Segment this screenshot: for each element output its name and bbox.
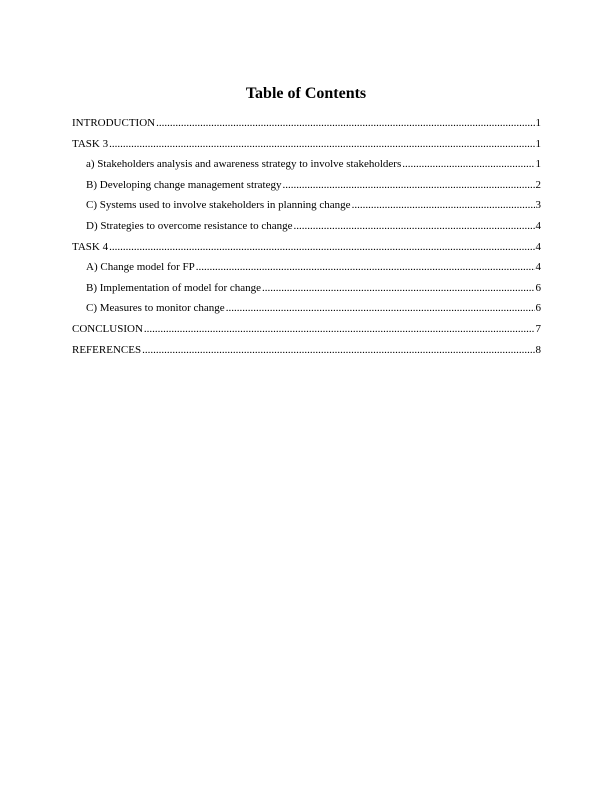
toc-page-number: 4 — [535, 240, 541, 253]
toc-entry-text[interactable]: D) Strategies to overcome resistance to change — [86, 219, 293, 232]
toc-page-number: 2 — [535, 178, 541, 191]
toc-entry-text[interactable]: TASK 4 — [72, 240, 109, 253]
toc-leader-dots — [262, 281, 534, 295]
toc-leader-dots — [402, 157, 534, 171]
toc-page-number: 6 — [535, 281, 541, 294]
toc-entry-measures-monitor-change[interactable] — [72, 301, 541, 322]
toc-entry-overcome-resistance[interactable] — [72, 219, 541, 240]
toc-entry-introduction[interactable] — [72, 116, 541, 137]
toc-page-number: 1 — [535, 117, 541, 129]
toc-leader-dots — [156, 116, 534, 130]
toc-leader-dots — [226, 301, 535, 315]
toc-page-number: 6 — [535, 302, 541, 315]
toc-page-number: 4 — [535, 219, 541, 232]
toc-leader-dots — [293, 219, 534, 233]
toc-entry-text[interactable]: INTRODUCTION — [72, 117, 156, 129]
toc-entry-text[interactable]: C) Systems used to involve stakeholders in planning change — [86, 199, 351, 212]
toc-entry-text[interactable]: CONCLUSION — [72, 322, 143, 335]
toc-entry-implementation-model[interactable] — [72, 281, 541, 302]
toc-list — [72, 116, 541, 363]
toc-entry-references[interactable] — [72, 343, 541, 364]
toc-entry-text[interactable]: A) Change model for FP — [86, 261, 195, 274]
toc-entry-conclusion[interactable] — [72, 322, 541, 343]
toc-leader-dots — [109, 240, 534, 254]
toc-entry-stakeholders-analysis[interactable] — [72, 157, 541, 178]
toc-entry-change-model[interactable] — [72, 260, 541, 281]
toc-page-number: 8 — [535, 343, 541, 356]
toc-page-number: 7 — [535, 322, 541, 335]
toc-entry-task-4[interactable] — [72, 240, 541, 261]
toc-entry-task-3[interactable] — [72, 137, 541, 158]
toc-leader-dots — [109, 137, 534, 151]
toc-entry-text[interactable]: B) Implementation of model for change — [86, 281, 262, 294]
toc-page-number: 3 — [535, 199, 541, 212]
toc-leader-dots — [283, 178, 535, 192]
toc-entry-text[interactable]: REFERENCES — [72, 343, 142, 356]
toc-entry-text[interactable]: B) Developing change management strategy — [86, 178, 282, 191]
toc-leader-dots — [352, 198, 535, 212]
toc-leader-dots — [144, 322, 535, 336]
toc-page-number: 4 — [535, 261, 541, 274]
toc-entry-change-management-strategy[interactable] — [72, 178, 541, 199]
page-title: Table of Contents — [245, 85, 367, 102]
toc-entry-systems-involve-stakeholders[interactable] — [72, 198, 541, 219]
toc-leader-dots — [196, 260, 535, 274]
toc-entry-text[interactable]: a) Stakeholders analysis and awareness strategy to involve stakeholders — [86, 158, 402, 171]
toc-page-number: 1 — [535, 158, 541, 171]
toc-entry-text[interactable]: C) Measures to monitor change — [86, 302, 225, 315]
toc-page-number: 1 — [535, 137, 541, 150]
toc-entry-text[interactable]: TASK 3 — [72, 137, 109, 150]
toc-leader-dots — [142, 343, 534, 357]
